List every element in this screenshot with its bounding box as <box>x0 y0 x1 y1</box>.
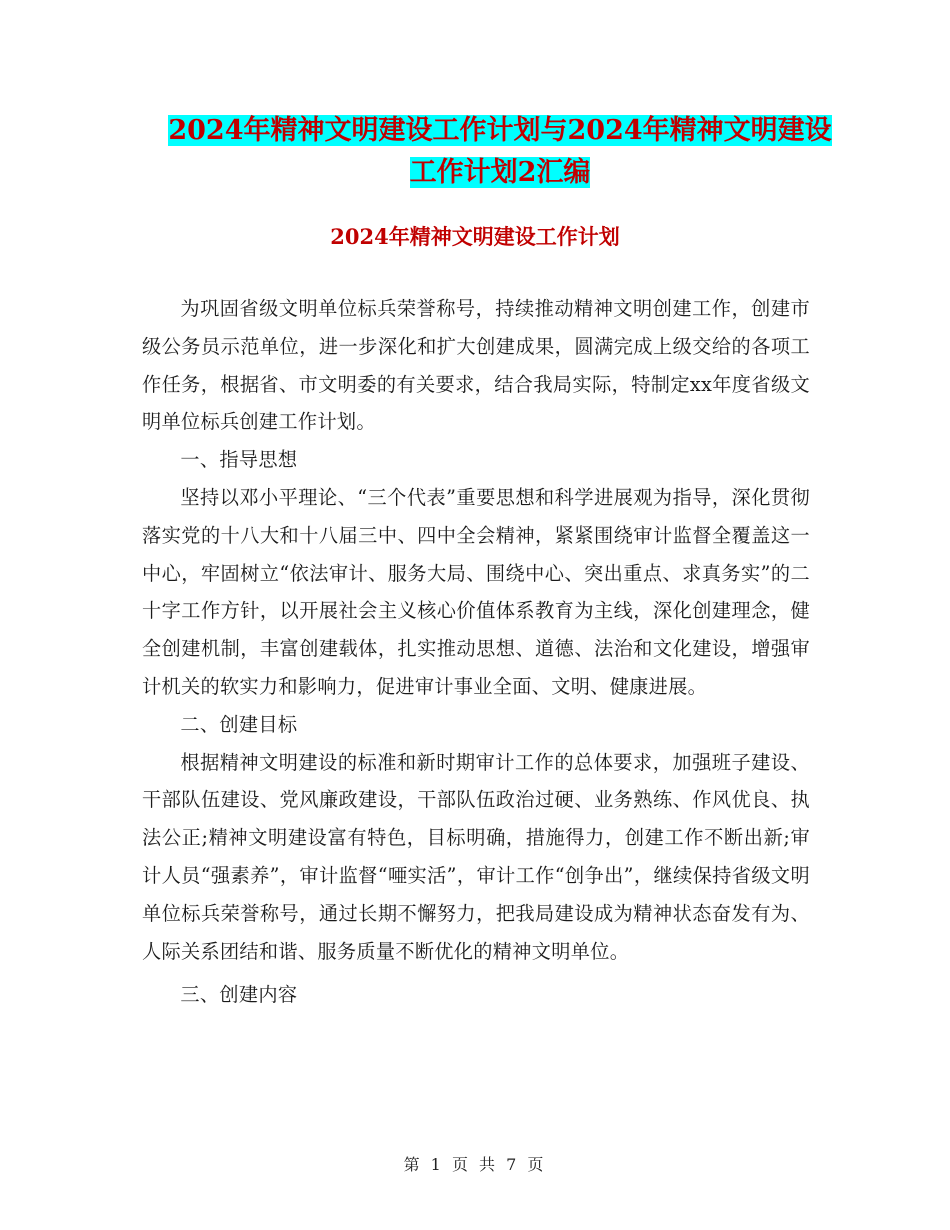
document-title-line-2: 工作计划2汇编 <box>409 157 591 188</box>
paragraph-guiding-ideology: 坚持以邓小平理论、“三个代表”重要思想和科学进展观为指导，深化贯彻落实党的十八大和十八届三中、四中全会精神，紧紧围绕审计监督全覆盖这一中心，牢固树立“依法审计、服务大局、围绕中心、突出重点、求真务实”的二十字工作方针，以开展社会主义核心价值体系教育为主线，深化创建理念，健全创建机制，丰富创建载体，扎实推动思想、道德、法治和文化建设，增强审计机关的软实力和影响力，促进审计事业全面、文明、健康进展。 <box>142 485 810 698</box>
document-title-line-1: 2024年精神文明建设工作计划与2024年精神文明建设 <box>168 115 832 146</box>
heading-content: 三、创建内容 <box>180 983 298 1007</box>
heading-guiding-ideology: 一、指导思想 <box>180 448 298 472</box>
document-body <box>142 290 810 1014</box>
heading-goals: 二、创建目标 <box>180 712 298 736</box>
document-title <box>130 110 870 194</box>
page-number: 第 1 页 共 7 页 <box>403 1155 547 1174</box>
paragraph-intro: 为巩固省级文明单位标兵荣誉称号，持续推动精神文明创建工作，创建市级公务员示范单位，进一步深化和扩大创建成果，圆满完成上级交给的各项工作任务，根据省、市文明委的有关要求，结合我局实际，特制定xx年度省级文明单位标兵创建工作计划。 <box>142 297 810 434</box>
paragraph-goals: 根据精神文明建设的标准和新时期审计工作的总体要求，加强班子建设、干部队伍建设、党风廉政建设，干部队伍政治过硬、业务熟练、作风优良、执法公正;精神文明建设富有特色，目标明确，措施得力，创建工作不断出新;审计人员“强素养”，审计监督“唖实活”，审计工作“创争出”，继续保持省级文明单位标兵荣誉称号，通过长期不懈努力，把我局建设成为精神状态奋发有为、人际关系团结和谐、服务质量不断优化的精神文明单位。 <box>142 750 810 963</box>
section-title: 2024年精神文明建设工作计划 <box>330 224 620 249</box>
